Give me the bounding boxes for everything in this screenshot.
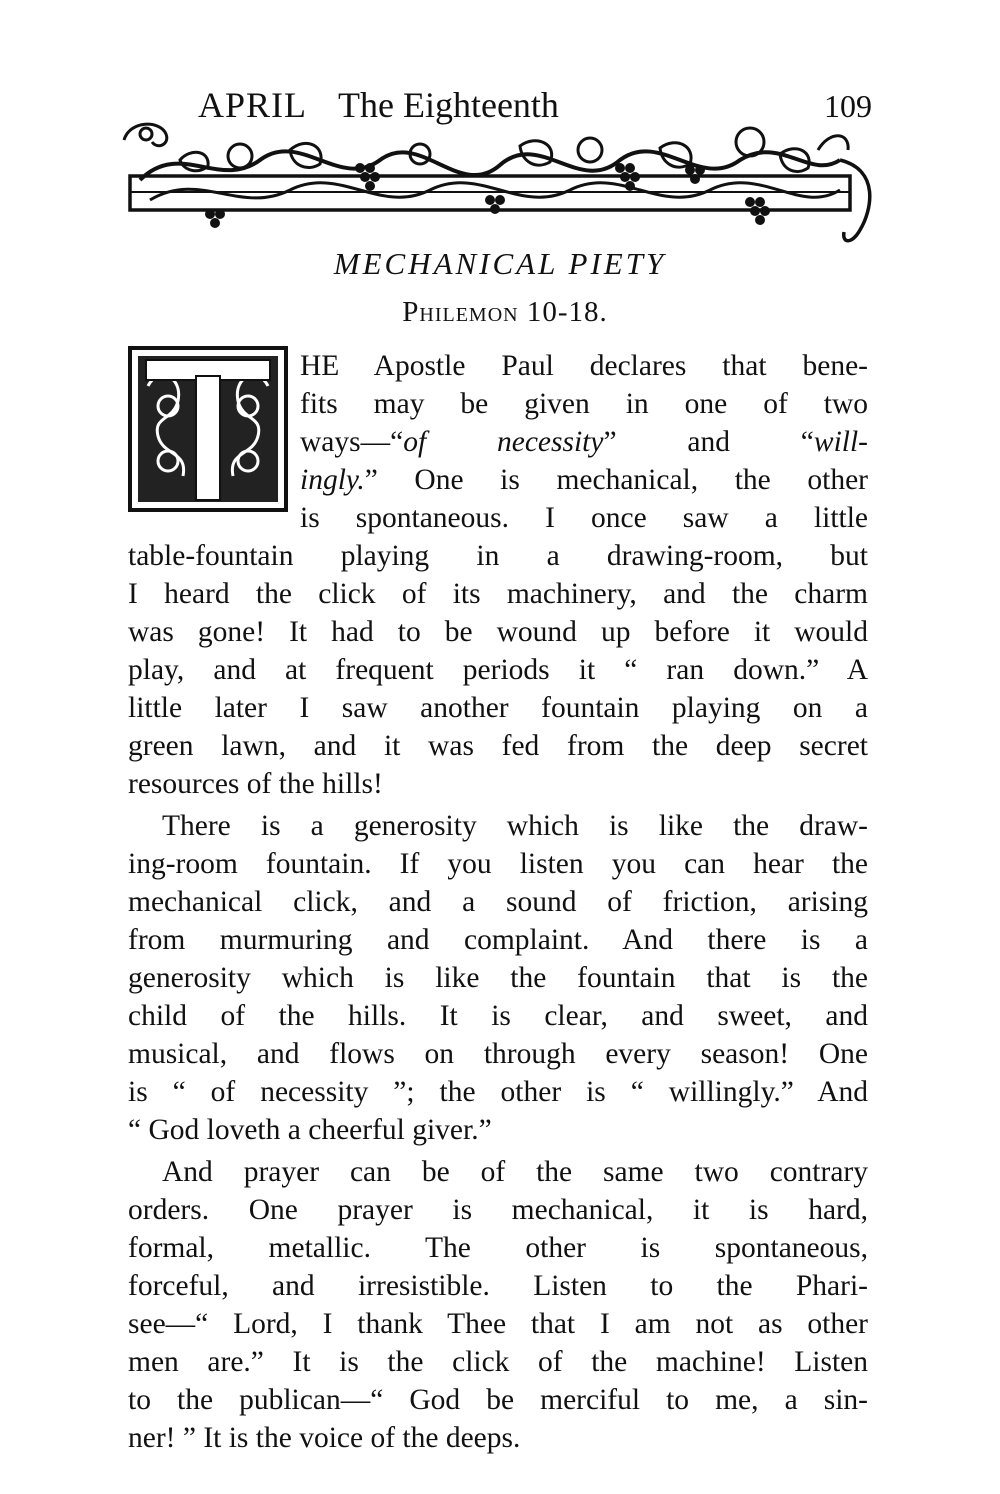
text-line: fits may be given in one of two xyxy=(300,388,868,420)
text-line: see—“ Lord, I thank Thee that I am not as other xyxy=(128,1308,868,1340)
text-line: mechanical click, and a sound of friction, arising xyxy=(128,886,868,918)
text-line: orders. One prayer is mechanical, it is hard, xyxy=(128,1194,868,1226)
text-line: And prayer can be of the same two contrary xyxy=(162,1156,868,1188)
text-segment: ” One is mechanical, the other xyxy=(364,464,868,496)
vine-ornament xyxy=(120,120,872,250)
text-line: table-fountain playing in a drawing-room, but xyxy=(128,540,868,572)
text-line: I heard the click of its machinery, and the charm xyxy=(128,578,868,610)
text-line xyxy=(300,461,868,499)
text-line: little later I saw another fountain playing on a xyxy=(128,692,868,724)
text-line: ner! ” It is the voice of the deeps. xyxy=(128,1422,521,1454)
text-line: resources of the hills! xyxy=(128,768,383,800)
running-header xyxy=(124,78,872,126)
text-line: musical, and flows on through every season! One xyxy=(128,1038,868,1070)
text-segment: ” and “ xyxy=(603,426,814,458)
text-line: men are.” It is the click of the machine! Listen xyxy=(128,1346,868,1378)
text-line: forceful, and irresistible. Listen to the Phari- xyxy=(128,1270,868,1302)
scripture-reference: Philemon 10-18. xyxy=(402,296,608,328)
illuminated-drop-cap xyxy=(128,346,288,512)
text-line: is “ of necessity ”; the other is “ willingly.” And xyxy=(128,1076,868,1108)
header-day: The Eighteenth xyxy=(338,85,559,125)
italic-segment: ingly. xyxy=(300,464,365,496)
text-line: There is a generosity which is like the draw- xyxy=(162,810,868,842)
text-line: to the publican—“ God be merciful to me, a sin- xyxy=(128,1384,868,1416)
text-line: ing-room fountain. If you listen you can hear the xyxy=(128,848,868,880)
text-line: HE Apostle Paul declares that bene- xyxy=(300,350,868,382)
text-line: green lawn, and it was fed from the deep secret xyxy=(128,730,868,762)
text-line: “ God loveth a cheerful giver.” xyxy=(128,1114,492,1146)
text-segment: ways—“ xyxy=(300,426,404,458)
text-line: is spontaneous. I once saw a little xyxy=(300,502,868,534)
text-line: formal, metallic. The other is spontaneous, xyxy=(128,1232,868,1264)
text-line: was gone! It had to be wound up before it would xyxy=(128,616,868,648)
text-line xyxy=(300,423,868,461)
header-month: APRIL xyxy=(198,85,308,125)
italic-segment: of necessity xyxy=(403,426,604,458)
italic-segment: will- xyxy=(813,426,868,458)
page-number: 109 xyxy=(824,88,872,124)
text-line: child of the hills. It is clear, and sweet, and xyxy=(128,1000,868,1032)
chapter-title: MECHANICAL PIETY xyxy=(333,246,667,281)
text-line: from murmuring and complaint. And there is a xyxy=(128,924,868,956)
text-line: generosity which is like the fountain that is the xyxy=(128,962,868,994)
text-line: play, and at frequent periods it “ ran down.” A xyxy=(128,654,868,686)
drop-cap-letter: T xyxy=(205,489,211,498)
